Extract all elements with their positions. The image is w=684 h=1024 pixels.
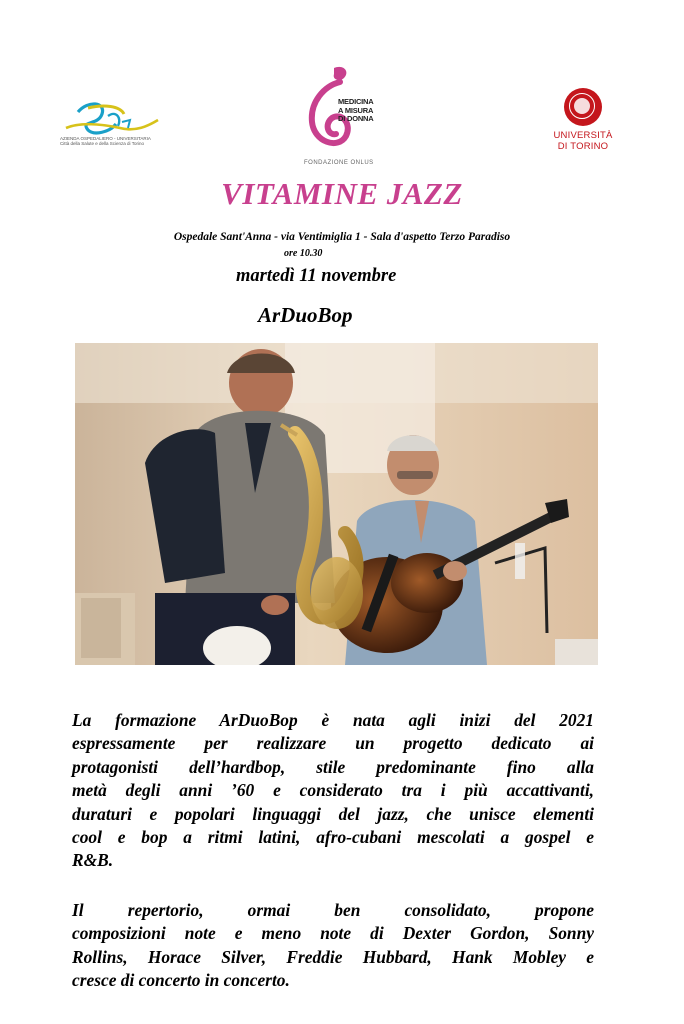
- paragraph-1-line: espressamente per realizzare un progetto dedicato ai: [72, 733, 594, 754]
- university-name-line-2: DI TORINO: [557, 141, 609, 152]
- foundation-logo-line-2: A MISURA: [338, 105, 374, 115]
- paragraph-2-line: cresce di concerto in concerto.: [72, 970, 290, 991]
- hospital-logo-caption: AZIENDA OSPEDALIERO - UNIVERSITARIA Città della Salute e della Scienza di Torino: [60, 136, 151, 146]
- foundation-logo: [298, 62, 388, 172]
- paragraph-2-line: Il repertorio, ormai ben consolidato, propone: [72, 900, 594, 920]
- event-date: martedì 11 novembre: [236, 266, 397, 286]
- university-name: [552, 130, 614, 152]
- band-photo-image: [75, 343, 598, 665]
- description-paragraph-1: [72, 709, 594, 873]
- paragraph-1-line: R&B.: [72, 850, 114, 871]
- paragraph-1-line: La formazione ArDuoBop è nata agli inizi del 2021: [72, 710, 594, 730]
- event-time: ore 10.30: [284, 248, 323, 259]
- event-title: VITAMINE JAZZ: [221, 176, 463, 211]
- university-name-line-1: UNIVERSITÀ: [553, 130, 613, 141]
- paragraph-1-line: duraturi e popolari linguaggi del jazz, che unisce elementi: [72, 803, 594, 824]
- paragraph-2-line: composizioni note e meno note di Dexter Gordon, Sonny: [72, 923, 594, 944]
- foundation-logo-text: [338, 98, 373, 124]
- paragraph-2-line: Rollins, Horace Silver, Freddie Hubbard, Hank Mobley e: [72, 946, 594, 967]
- event-venue: Ospedale Sant'Anna - via Ventimiglia 1 - Sala d'aspetto Terzo Paradiso: [173, 231, 511, 243]
- description-paragraph-2: [72, 899, 594, 993]
- foundation-logo-line-3: DI DONNA: [338, 114, 374, 123]
- hospital-logo: [58, 98, 168, 152]
- paragraph-1-line: metà degli anni ’60 e considerato tra i più accattivanti,: [72, 780, 594, 801]
- foundation-subtitle: FONDAZIONE ONLUS: [304, 160, 374, 166]
- band-photo: [75, 343, 598, 665]
- university-logo: [552, 88, 614, 158]
- paragraph-1-line: protagonisti dell’hardbop, stile predominante fino alla: [72, 756, 594, 777]
- hospital-logo-icon: [58, 98, 168, 138]
- paragraph-1-line: cool e bop a ritmi latini, afro-cubani mescolati a gospel e: [72, 826, 594, 847]
- band-name: ArDuoBop: [258, 303, 353, 327]
- university-seal-icon: [564, 88, 602, 126]
- foundation-logo-line-1: MEDICINA: [338, 97, 374, 106]
